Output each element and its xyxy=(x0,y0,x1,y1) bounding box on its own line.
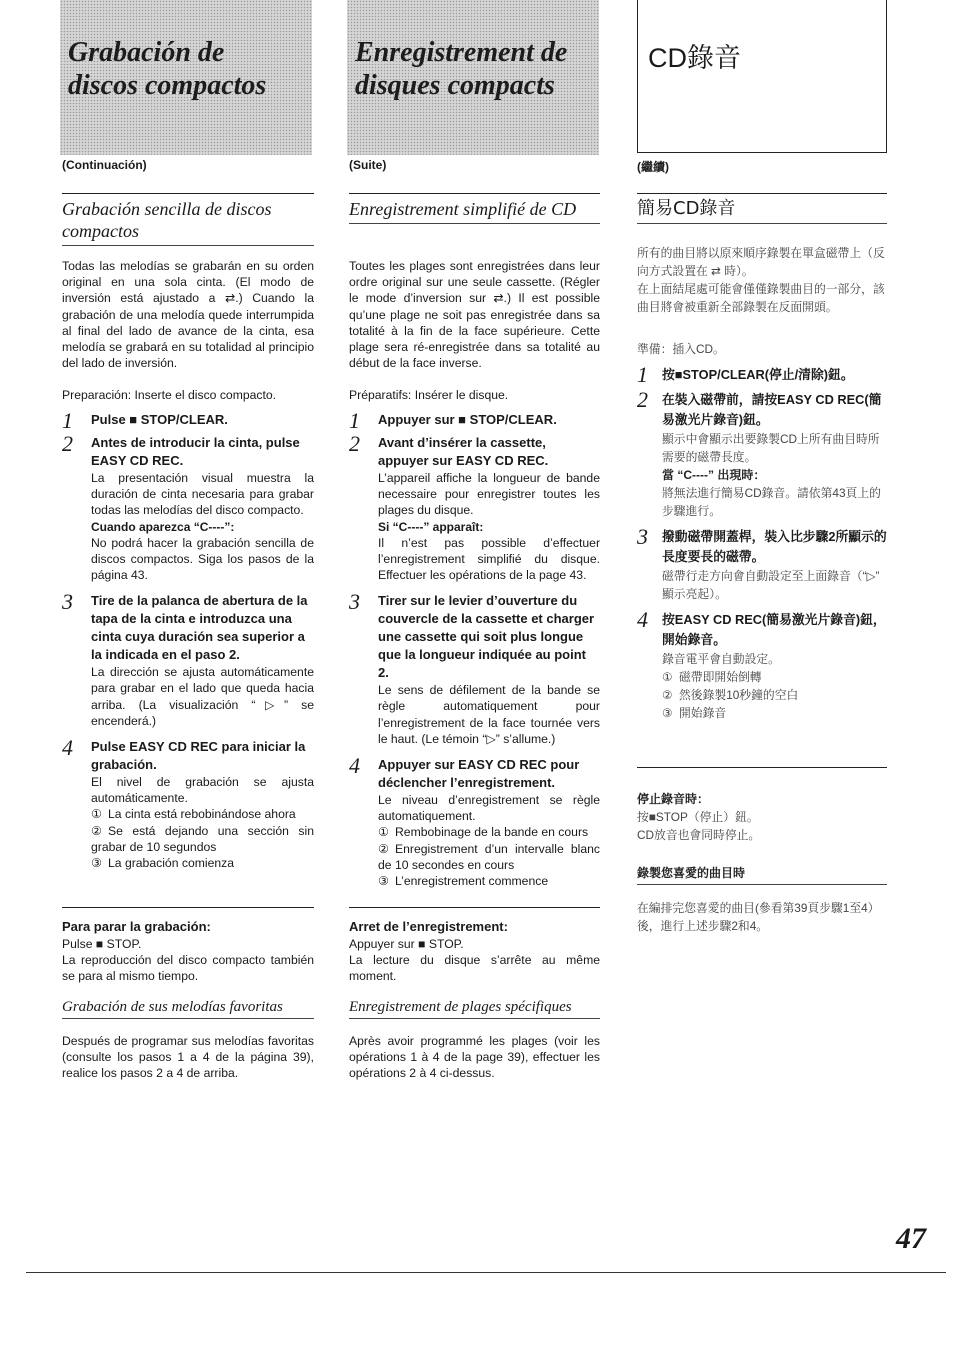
spanish-divider xyxy=(62,907,314,908)
french-step-2: 2 Avant d’insérer la cassette, appuyer sur EASY CD REC. L’appareil affiche la longueur de bande necessaire pour enregistrer toutes les plages du disque. Si “C----” apparaît: Il n’est pas possible d’effectuer l’enregistrement simplifié du disque. Effectuer les opérations de la page 43. xyxy=(349,431,600,583)
french-step-3: 3 Tirer sur le levier d’ouverture du couvercle de la cassette et charger une cassette qui soit plus longue que la longueur indiquée au point 2. Le sens de défilement de la bande se règle automatiquement pour l’enregistrement de la face tournée vers le haut. (Le témoin “▷” s’allume.) xyxy=(349,589,600,746)
french-banner-title: Enregistrement de disques compacts xyxy=(355,37,568,101)
spanish-stop-section: Para parar la grabación: Pulse ■ STOP. La reproducción del disco compacto también se para al mismo tiempo. xyxy=(62,919,314,984)
chinese-step-4-list: ① 磁帶即開始倒轉 ② 然後錄製10秒鐘的空白 ③ 開始錄音 xyxy=(662,670,799,720)
french-section-heading xyxy=(349,193,600,224)
spanish-step-2: 2 Antes de introducir la cinta, pulse EASY CD REC. La presentación visual muestra la duración de cinta necesaria para grabar todas las melodías del disco compacto. Cuando aparezca “C----”: No podrá hacer la grabación sencilla de discos compactos. Siga los pasos de la página 43. xyxy=(62,431,314,583)
spanish-preparation: Preparación: Inserte el disco compacto. xyxy=(62,388,277,402)
spanish-step-4: 4 Pulse EASY CD REC para iniciar la grabación. El nivel de grabación se ajusta automáticamente. ① La cinta está rebobinándose ahora ② Se está dejando una sección sin grabar de 10 segundos ③ La grabación comienza xyxy=(62,735,314,871)
spanish-favorites-section: Grabación de sus melodías favoritas Después de programar sus melodías favoritas (consulte los pasos 1 a 4 de la página 39), realice los pasos 2 a 4 de arriba. xyxy=(62,999,314,1081)
spanish-step-1: 1 Pulse ■ STOP/CLEAR. xyxy=(62,408,228,433)
spanish-steps xyxy=(62,406,314,871)
bottom-rule xyxy=(26,1272,946,1273)
chinese-box-title: CD錄音 xyxy=(648,43,741,73)
spanish-step-3: 3 Tire de la palanca de abertura de la tapa de la cinta e introduzca una cinta cuya duración sea superior a la indicada en el paso 2. La dirección se ajusta automáticamente para grabar en el lado que queda hacia arriba. (La visualización “▷” se encenderá.) xyxy=(62,589,314,728)
chinese-continuation: (繼續) xyxy=(637,160,669,174)
french-intro: Toutes les plages sont enregistrées dans leur ordre original sur une seule cassette. (Régler le mode d’inversion sur ⇄.) Il est possible qu’une plage ne soit pas enregistrée dans sa totalité à la fin de la face supérieure. Cette plage sera ré-enregistrée dans sa totalité au début de la face inverse. xyxy=(349,259,600,371)
chinese-step-3: 3 撥動磁帶開蓋桿，裝入比步驟2所顯示的長度要長的磁帶。 磁帶行走方向會自動設定至上面錄音（“▷” 顯示亮起）。 xyxy=(637,524,887,601)
chinese-step-4: 4 按EASY CD REC(簡易激光片錄音)鈕，開始錄音。 錄音電平會自動設定。 ① 磁帶即開始倒轉 ② 然後錄製10秒鐘的空白 ③ 開始錄音 xyxy=(637,607,886,720)
chinese-step-1: 1 按■STOP/CLEAR(停止/清除)鈕。 xyxy=(637,362,854,387)
page-number: 47 xyxy=(896,1222,926,1255)
spanish-banner-title: Grabación de discos compactos xyxy=(68,37,267,101)
chinese-stop-section: 停止錄音時： 按■STOP（停止）鈕。 CD放音也會同時停止。 xyxy=(637,792,761,842)
spanish-banner xyxy=(60,0,312,155)
french-steps xyxy=(349,406,600,889)
chinese-intro: 所有的曲目將以原來順序錄製在單盒磁帶上（反向方式設置在 ⇄ 時）。 在上面結尾處可能會僅僅錄製曲目的一部分，該曲目將會被重新全部錄製在反面開頭。 xyxy=(637,246,885,314)
chinese-step-2: 2 在裝入磁帶前，請按EASY CD REC(簡易激光片錄音)鈕。 顯示中會顯示出要錄製CD上所有曲目時所需要的磁帶長度。 當 “C----” 出現時： 將無法進行簡易CD錄音。請依第43頁上的步驟進行。 xyxy=(637,387,882,518)
french-preparation: Préparatifs: Insérer le disque. xyxy=(349,388,509,402)
spanish-step-4-list: ① La cinta está rebobinándose ahora ② Se está dejando una sección sin grabar de 10 segundos ③ La grabación comienza xyxy=(91,807,314,871)
french-stop-section: Arret de l’enregistrement: Appuyer sur ■ STOP. La lecture du disque s’arrête au même moment. xyxy=(349,919,600,984)
french-step-4-list: ① Rembobinage de la bande en cours ② Enregistrement d’un intervalle blanc de 10 secondes en cours ③ L’enregistrement commence xyxy=(378,825,600,889)
spanish-intro: Todas las melodías se grabarán en su orden original en una sola cinta. (El modo de inversión está ajustado a ⇄.) Cuando la grabación de una melodía quede interrumpida al final del lado de avance de la cinta, esa melodía se grabará en su totalidad al principio del lado de inversión. xyxy=(62,259,314,371)
french-section-title: Enregistrement simplifié de CD xyxy=(349,198,600,224)
chinese-column xyxy=(637,0,887,1349)
spanish-column xyxy=(62,0,314,1349)
french-column xyxy=(349,0,600,1349)
spanish-section-title: Grabación sencilla de discos compactos xyxy=(62,198,314,246)
french-step-1: 1 Appuyer sur ■ STOP/CLEAR. xyxy=(349,408,557,433)
chinese-section-title: 簡易CD錄音 xyxy=(637,198,887,224)
chinese-section-heading xyxy=(637,193,887,224)
spanish-section-heading xyxy=(62,193,314,246)
chinese-steps xyxy=(637,360,887,722)
chinese-favorites-section: 錄製您喜愛的曲目時 在編排完您喜愛的曲目(參看第39頁步驟1至4）後，進行上述步驟2和4。 xyxy=(637,864,887,935)
chinese-divider xyxy=(637,767,887,768)
spanish-continuation: (Continuación) xyxy=(62,158,147,172)
french-banner xyxy=(347,0,599,155)
chinese-title-box xyxy=(637,0,887,153)
french-continuation: (Suite) xyxy=(349,158,387,172)
chinese-preparation: 準備：插入CD。 xyxy=(637,342,725,356)
french-favorites-section: Enregistrement de plages spécifiques Après avoir programmé les plages (voir les opérations 1 à 4 de la page 39), effectuer les opérations 2 à 4 ci-dessus. xyxy=(349,999,600,1081)
french-step-4: 4 Appuyer sur EASY CD REC pour déclencher l’enregistrement. Le niveau d’enregistrement se règle automatiquement. ① Rembobinage de la bande en cours ② Enregistrement d’un intervalle blanc de 10 secondes en cours ③ L’enregistrement commence xyxy=(349,753,600,889)
french-divider xyxy=(349,907,600,908)
